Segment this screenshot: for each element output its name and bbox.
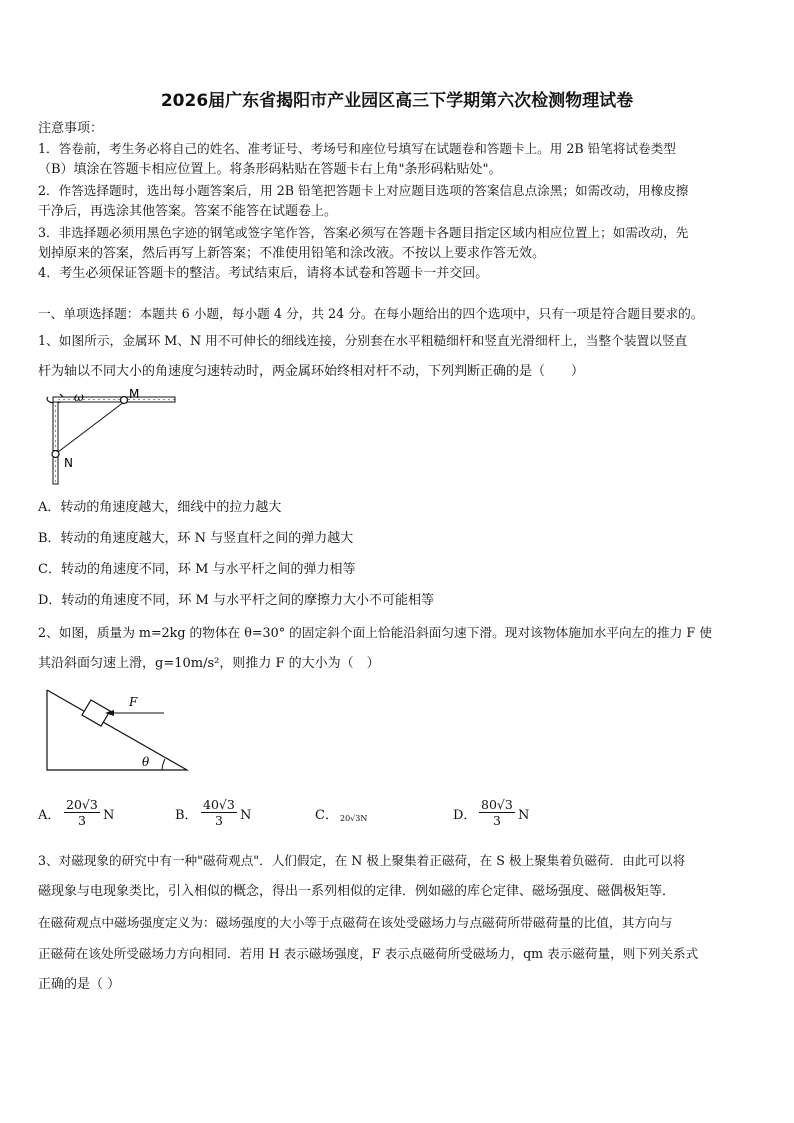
incline [47, 690, 187, 770]
unit: N [518, 808, 530, 823]
numerator: 80√3 [481, 797, 513, 812]
q3-line: 在磁荷观点中磁场强度定义为：磁场强度的大小等于点磁荷在该处受磁场力与点磁荷所带磁荷量的比值，其方向与 [38, 915, 673, 930]
q2-option-c-value: 20√3N [340, 814, 368, 823]
q2-option-c-label: C． [315, 808, 338, 823]
notice-line: 3．非选择题必须用黑色字迹的钢笔或签字笔作答，答案必须写在答题卡各题目指定区域内相应位置上；如需改动，先 [38, 225, 689, 240]
theta-label: θ [142, 755, 150, 769]
unit: N [103, 808, 115, 823]
numerator: 40√3 [203, 797, 235, 812]
denominator: 3 [214, 813, 223, 828]
denominator: 3 [492, 813, 501, 828]
q3-line: 磁现象与电现象类比，引入相似的概念，得出一系列相似的定律．例如磁的库仑定律、磁场强度、磁偶极矩等． [38, 884, 676, 899]
q2-option-a-fraction [64, 797, 100, 828]
connecting-string [58, 402, 124, 452]
q1-stem-line: 杆为轴以不同大小的角速度匀速转动时，两金属环始终相对杆不动，下列判断正确的是（ ） [38, 364, 585, 379]
q2-option-d-label: D． [453, 808, 477, 823]
q3-line: 3、对磁现象的研究中有一种"磁荷观点"．人们假定，在 N 极上聚集着正磁荷，在 S 极上聚集着负磁荷．由此可以将 [38, 853, 686, 868]
notice-line: 1．答卷前，考生务必将自己的姓名、准考证号、考场号和座位号填写在试题卷和答题卡上。用 2B 铅笔将试卷类型 [38, 141, 676, 156]
q2-option-d-fraction [479, 797, 515, 828]
q2-option-a-label: A． [38, 808, 61, 823]
denominator: 3 [77, 813, 86, 828]
label-m: M [129, 387, 140, 401]
numerator: 20√3 [66, 797, 98, 812]
q1-stem-line: 1、如图所示，金属环 M、N 用不可伸长的细线连接，分别套在水平粗糙细杆和竖直光滑细杆上，当整个装置以竖直 [38, 333, 688, 348]
notice-line: （B）填涂在答题卡相应位置上。将条形码粘贴在答题卡右上角"条形码粘贴处"。 [38, 162, 502, 177]
exam-title: 2026届广东省揭阳市产业园区高三下学期第六次检测物理试卷 [160, 91, 634, 111]
ring-m [121, 397, 128, 404]
notice-line: 4．考生必须保证答题卡的整洁。考试结束后，请将本试卷和答题卡一并交回。 [38, 266, 489, 281]
label-n: N [64, 456, 73, 470]
q2-stem-line: 2、如图，质量为 m=2kg 的物体在 θ=30° 的固定斜个面上恰能沿斜面匀速下滑。现对该物体施加水平向左的推力 F 使 [38, 625, 712, 640]
q1-option-c: C．转动的角速度不同，环 M 与水平杆之间的弹力相等 [38, 562, 356, 577]
q1-option-b: B．转动的角速度越大，环 N 与竖直杆之间的弹力越大 [38, 531, 354, 546]
q3-line: 正确的是（ ） [38, 977, 121, 992]
unit: N [240, 808, 252, 823]
notice-heading: 注意事项： [38, 121, 104, 136]
notice-line: 划掉原来的答案，然后再写上新答案；不准使用铅笔和涂改液。不按以上要求作答无效。 [38, 246, 546, 261]
omega-label: ω [74, 390, 84, 404]
q2-option-b-label: B． [175, 808, 198, 823]
notice-line: 干净后，再选涂其他答案。答案不能答在试题卷上。 [38, 204, 338, 219]
q3-line: 正磁荷在该处所受磁场力方向相同．若用 H 表示磁场强度，F 表示点磁荷所受磁场力，qm 表示磁荷量，则下列关系式 [38, 946, 699, 961]
q2-figure [44, 688, 194, 773]
force-label: F [129, 695, 138, 709]
q2-option-b-fraction [201, 797, 237, 828]
q1-option-d: D．转动的角速度不同，环 M 与水平杆之间的摩擦力大小不可能相等 [38, 593, 434, 608]
q1-option-a: A．转动的角速度越大，细线中的拉力越大 [38, 500, 282, 515]
notice-line: 2．作答选择题时，选出每小题答案后，用 2B 铅笔把答题卡上对应题目选项的答案信息点涂黑；如需改动，用橡皮擦 [38, 183, 689, 198]
ring-n [52, 451, 59, 458]
q2-stem-line: 其沿斜面匀速上滑，g=10m/s²，则推力 F 的大小为（ ） [38, 656, 380, 671]
section-heading: 一、单项选择题：本题共 6 小题，每小题 4 分，共 24 分。在每小题给出的四个选项中，只有一项是符合题目要求的。 [38, 306, 704, 321]
q1-figure [40, 388, 180, 488]
